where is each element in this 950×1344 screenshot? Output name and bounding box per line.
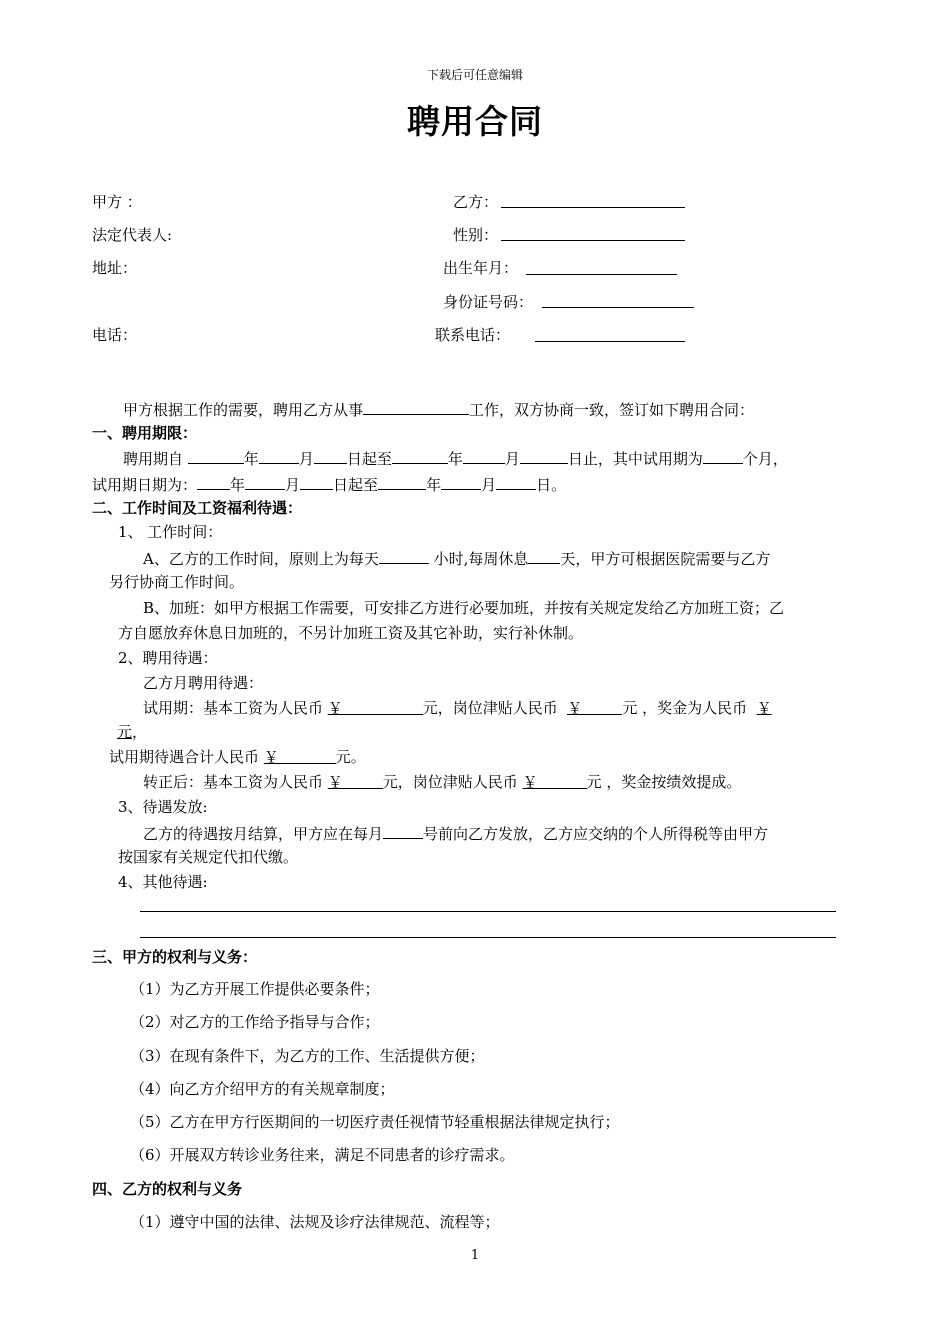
intro-paragraph — [123, 398, 754, 420]
treatment-label: 2、聘用待遇： — [118, 649, 218, 667]
term-line-2 — [92, 473, 566, 495]
phone-label: 电话： — [92, 326, 138, 344]
term-text: 日止，其中试用期为 — [567, 450, 703, 468]
pay-text: 元 ，奖金为人民币 — [622, 699, 748, 717]
other-treatment-blank-1[interactable] — [140, 911, 836, 912]
term-text: 聘用期自 — [123, 450, 184, 468]
regular-allowance-field[interactable] — [523, 772, 587, 789]
contact-phone-blank[interactable] — [535, 341, 685, 342]
address-label: 地址： — [92, 259, 138, 277]
overtime-line-2: 方自愿放弃休息日加班的，不另计加班工资及其它补助，实行补休制。 — [118, 624, 584, 642]
regular-pay-line — [143, 772, 741, 792]
gender-label: 性别： — [453, 226, 499, 244]
party-a-label: 甲方 ： — [92, 193, 142, 211]
yuan-sign: ￥ — [522, 773, 538, 791]
other-treatment-blank-2[interactable] — [140, 937, 836, 938]
term-text: 月 — [285, 476, 301, 494]
list-item: （4）向乙方介绍甲方的有关规章制度； — [130, 1080, 395, 1098]
term-text: 年 — [243, 450, 259, 468]
pay-text: 转正后：基本工资为人民币 — [143, 773, 324, 791]
intro-text-a: 甲方根据工作的需要，聘用乙方从事 — [123, 401, 364, 419]
worktime-label: 1、 工作时间： — [118, 523, 223, 541]
worktime-a-line-2: 另行协商工作时间。 — [109, 573, 245, 591]
clause-text: A、乙方的工作时间，原则上为每天 — [143, 550, 379, 568]
other-treatment-label: 4、其他待遇: — [118, 873, 208, 891]
payday-blank[interactable] — [383, 822, 423, 839]
party-b-blank[interactable] — [501, 207, 685, 208]
pay-text: 试用期待遇合计人民币 — [109, 748, 260, 766]
term-text: 个月， — [742, 450, 788, 468]
trial-allowance-field[interactable] — [567, 698, 622, 715]
date-blank[interactable] — [188, 447, 244, 464]
term-text: 月 — [481, 476, 497, 494]
date-blank[interactable] — [520, 447, 568, 464]
term-text: 日起至 — [346, 450, 392, 468]
list-item: （2）对乙方的工作给予指导与合作； — [130, 1013, 380, 1031]
term-text: 月 — [504, 450, 520, 468]
date-blank[interactable] — [259, 447, 299, 464]
monthly-label: 乙方月聘用待遇： — [143, 674, 264, 692]
date-blank[interactable] — [496, 473, 536, 490]
birth-label: 出生年月： — [443, 259, 519, 277]
section-3-heading: 三、甲方的权利与义务： — [92, 948, 258, 966]
clause-text: 天，甲方可根据医院需要与乙方 — [560, 550, 771, 568]
section-2-heading: 二、工作时间及工资福利待遇： — [92, 499, 303, 517]
party-b-label: 乙方： — [453, 193, 499, 211]
trial-pay-wrap — [117, 722, 147, 742]
pay-text: 元，岗位津贴人民币 — [382, 773, 518, 791]
yuan-sign: ￥ — [327, 699, 343, 717]
list-item: （1）遵守中国的法律、法规及诊疗法律规范、流程等； — [130, 1213, 500, 1231]
date-blank[interactable] — [463, 447, 505, 464]
pay-line-2: 按国家有关规定代扣代缴。 — [118, 848, 299, 866]
term-text: 年 — [447, 450, 463, 468]
date-blank[interactable] — [300, 473, 333, 490]
clause-text: 小时,每周休息 — [433, 550, 529, 568]
trial-total-line — [109, 747, 366, 767]
term-text: 年 — [230, 476, 246, 494]
overtime-line-1: B、加班：如甲方根据工作需要，可安排乙方进行必要加班，并按有关规定发给乙方加班工资；乙 — [143, 599, 785, 617]
pay-line-1 — [143, 822, 768, 844]
gender-blank[interactable] — [501, 240, 685, 241]
pay-text: 元，岗位津贴人民币 — [422, 699, 558, 717]
term-text: 日起至 — [333, 476, 379, 494]
pay-text: 试用期：基本工资为人民币 — [143, 699, 324, 717]
pay-text: 元。 — [335, 748, 366, 766]
date-blank[interactable] — [245, 473, 285, 490]
trial-total-field[interactable] — [264, 747, 336, 764]
rest-days-blank[interactable] — [528, 547, 560, 564]
date-blank[interactable] — [392, 447, 448, 464]
list-item: （5）乙方在甲方行医期间的一切医疗责任视情节轻重根据法律规定执行； — [130, 1113, 620, 1131]
term-text: 月 — [298, 450, 314, 468]
hours-blank[interactable] — [379, 547, 429, 564]
list-item: （1）为乙方开展工作提供必要条件； — [130, 980, 380, 998]
trial-pay-line — [143, 698, 772, 718]
id-no-blank[interactable] — [542, 307, 694, 308]
header-note: 下载后可任意编辑 — [426, 68, 523, 82]
yuan-sign: ￥ — [327, 773, 343, 791]
list-item: （3）在现有条件下，为乙方的工作、生活提供方便； — [130, 1047, 485, 1065]
section-4-heading: 四、乙方的权利与义务 — [92, 1180, 243, 1198]
list-item: （6）开展双方转诊业务往来，满足不同患者的诊疗需求。 — [130, 1146, 515, 1164]
term-text: 日。 — [536, 476, 567, 494]
pay-label: 3、待遇发放: — [118, 798, 208, 816]
date-blank[interactable] — [441, 473, 481, 490]
term-line-1 — [123, 447, 788, 469]
yuan-unit: 元 — [117, 723, 133, 741]
yuan-sign: ￥ — [567, 699, 583, 717]
page-number: 1 — [470, 1248, 480, 1263]
yuan-sign: ￥ — [263, 748, 279, 766]
probation-months-blank[interactable] — [703, 447, 743, 464]
regular-base-salary-field[interactable] — [328, 772, 383, 789]
birth-blank[interactable] — [526, 274, 677, 275]
pay-text: 号前向乙方发放，乙方应交纳的个人所得税等由甲方 — [423, 825, 769, 843]
id-no-label: 身份证号码： — [443, 293, 534, 311]
pay-text: 乙方的待遇按月结算，甲方应在每月 — [143, 825, 384, 843]
term-text: 年 — [426, 476, 442, 494]
trial-base-salary-field[interactable] — [328, 698, 423, 715]
date-blank[interactable] — [197, 473, 230, 490]
legal-rep-label: 法定代表人: — [92, 226, 173, 244]
job-blank[interactable] — [363, 398, 469, 415]
contact-phone-label: 联系电话： — [435, 326, 511, 344]
term-text: 试用期日期为： — [92, 476, 198, 494]
date-blank[interactable] — [378, 473, 426, 490]
yuan-sign: ￥ — [756, 699, 772, 717]
worktime-a-line-1 — [143, 547, 770, 569]
intro-text-b: 工作，双方协商一致，签订如下聘用合同： — [469, 401, 755, 419]
pay-text: ， — [132, 723, 148, 741]
date-blank[interactable] — [314, 447, 347, 464]
section-1-heading: 一、聘用期限： — [92, 424, 198, 442]
page-title: 聘用合同 — [407, 102, 543, 141]
pay-text: 元 ，奖金按绩效提成。 — [586, 773, 742, 791]
